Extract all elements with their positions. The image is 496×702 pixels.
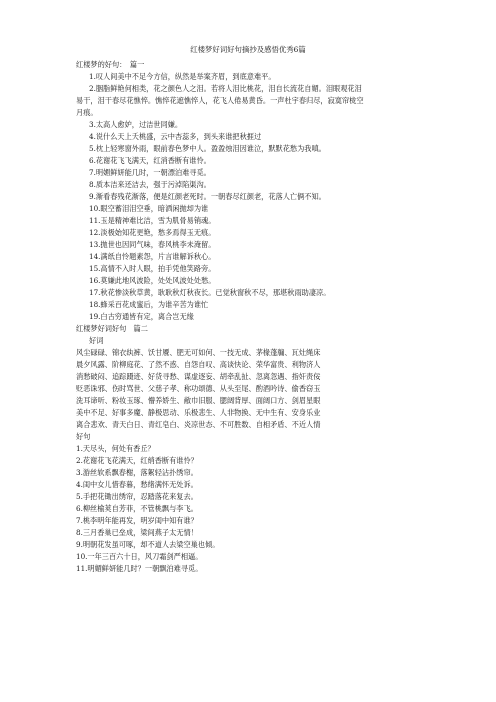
word-line: 洗耳谛听、粉妆玉琢、懵养娇生、敝巾旧服、腮阔背厚、面阔口方、剑眉星眼 — [76, 396, 321, 405]
quote-line: 2.花谢花飞花满天，红绡香断有谁怜？ — [76, 456, 198, 465]
quote-line: 8.三月香巢已垒成，梁间燕子太无情！ — [76, 528, 198, 537]
word-line: 贬恶诛邪、伤时骂世、父慈子孝、称功颂德、从头至尾、酌酒吟诗、偷香窃玉 — [76, 384, 321, 393]
quote-line: 15.高情不入时人眼，拍手凭他笑路旁。 — [89, 264, 216, 273]
quote-line: 1.天尽头，何处有香丘？ — [76, 444, 155, 453]
section2-heading: 红楼梦好词好句 篇二 — [76, 324, 148, 333]
quote-line: 14.满纸自怜题素怨，片言谁解诉秋心。 — [89, 252, 216, 261]
quote-line: 9.明朝花发虽可啄，却不道人去梁空巢也倾。 — [76, 540, 220, 549]
quote-line: 10.一年三百六十日，风刀霜剑严相逼。 — [76, 552, 203, 561]
quote-line: 5.枕上轻寒窗外雨，眼前春色梦中人。盈盈烛泪因谁泣，默默花愁为我嗔。 — [89, 144, 326, 153]
quote-line: 8.质本洁来还洁去，强于污淖陷渠沟。 — [89, 180, 211, 189]
quote-line: 4.说什么天上夭桃盛，云中杏蕊多，到头来谁把秋捱过 — [89, 132, 262, 141]
section2-subheading-words: 好词 — [89, 336, 104, 345]
quote-line: 7.明媚鲜妍能几时，一朝漂泊难寻觅。 — [89, 168, 211, 177]
quote-line: 12.淡极始知花更艳，愁多焉得玉无痕。 — [89, 228, 216, 237]
quote-line: 18.蜂采百花成蜜后，为谁辛苦为谁忙 — [89, 300, 209, 309]
word-line: 离合悲欢、青天白日、青红皂白、炎凉世态、不可胜数、自相矛盾、不近人情 — [76, 420, 321, 429]
quote-line: 月痕。 — [76, 108, 98, 117]
word-line: 美中不足、好事多魔、静极思动、乐极悲生、人非物换、无中生有、安身乐业 — [76, 408, 321, 417]
quote-line: 17.秋花惨淡秋草黄，耿耿秋灯秋夜长。已觉秋窗秋不尽，那堪秋雨助凄凉。 — [89, 288, 331, 297]
quote-line: 10.眼空蓄泪泪空垂，暗洒闲抛却为谁 — [89, 204, 209, 213]
page-title: 红楼梦好词好句摘抄及感悟优秀6篇 — [190, 45, 306, 54]
quote-line: 6.花谢花飞飞满天，红消香断有谁怜。 — [89, 156, 211, 165]
quote-line: 2.胭脂鲜艳何相类，花之颜色人之泪。若将人泪比桃花，泪自长流花自媚。泪眼观花泪 — [89, 84, 362, 93]
quote-line: 19.白古穷通皆有定，离合岂无缘 — [89, 312, 194, 321]
quote-line: 11.玉是精神难比洁，雪为肌骨易销魂。 — [89, 216, 216, 225]
quote-line: 9.渐看春残花渐落，便是红颜老死时。一朝春尽红颜老，花落人亡俩不知。 — [89, 192, 326, 201]
section1-heading: 红楼梦的好句： 篇一 — [76, 60, 145, 69]
quote-line: 3.太高人愈妒，过洁世同嫌。 — [89, 120, 183, 129]
quote-line: 11.明媚鲜妍能几时？一朝飘泊难寻觅。 — [76, 564, 203, 573]
section2-subheading-sentences: 好句 — [76, 432, 91, 441]
quote-line: 6.柳丝榆荚自芳菲，不管桃飘与李飞。 — [76, 504, 198, 513]
quote-line: 13.抛世也因同气味，春风桃李未淹留。 — [89, 240, 216, 249]
word-line: 晨夕风露、阶柳庭花、了然不惑、自怨自叹、高谈快论、荣华富贵、利物济人 — [76, 360, 321, 369]
document-body — [76, 59, 426, 575]
word-line: 消愁破闷、追踪蹑迹、好货寻愁、谋虚逐妄、胡牵乱扯、忽离忽遇、指奸责佞 — [76, 372, 321, 381]
quote-line: 5.手把花锄出绣帘，忍踏落花来复去。 — [76, 492, 198, 501]
quote-line: 1.叹人间美中不足今方信，纵然是举案齐眉，到底意难平。 — [89, 72, 276, 81]
word-line: 风尘碌碌、锦衣纨裤、饫甘餍、肥无可如何、一技无成、茅椽蓬牖、瓦灶绳床 — [76, 348, 321, 357]
quote-line: 4.闺中女儿惜春暮，愁绪满怀无处诉。 — [76, 480, 198, 489]
quote-line: 16.莫嫌此地风波险，处处风波处处愁。 — [89, 276, 216, 285]
quote-line: 易干，泪干春尽花憔悴。憔悴花遮憔悴人，花飞人倦易黄昏。一声杜宇春归尽，寂寞帘栊空 — [76, 96, 364, 105]
quote-line: 3.游丝软系飘春榭，落絮轻沾扑绣帘。 — [76, 468, 198, 477]
quote-line: 7.桃李明年能再发，明岁闺中知有谁？ — [76, 516, 198, 525]
